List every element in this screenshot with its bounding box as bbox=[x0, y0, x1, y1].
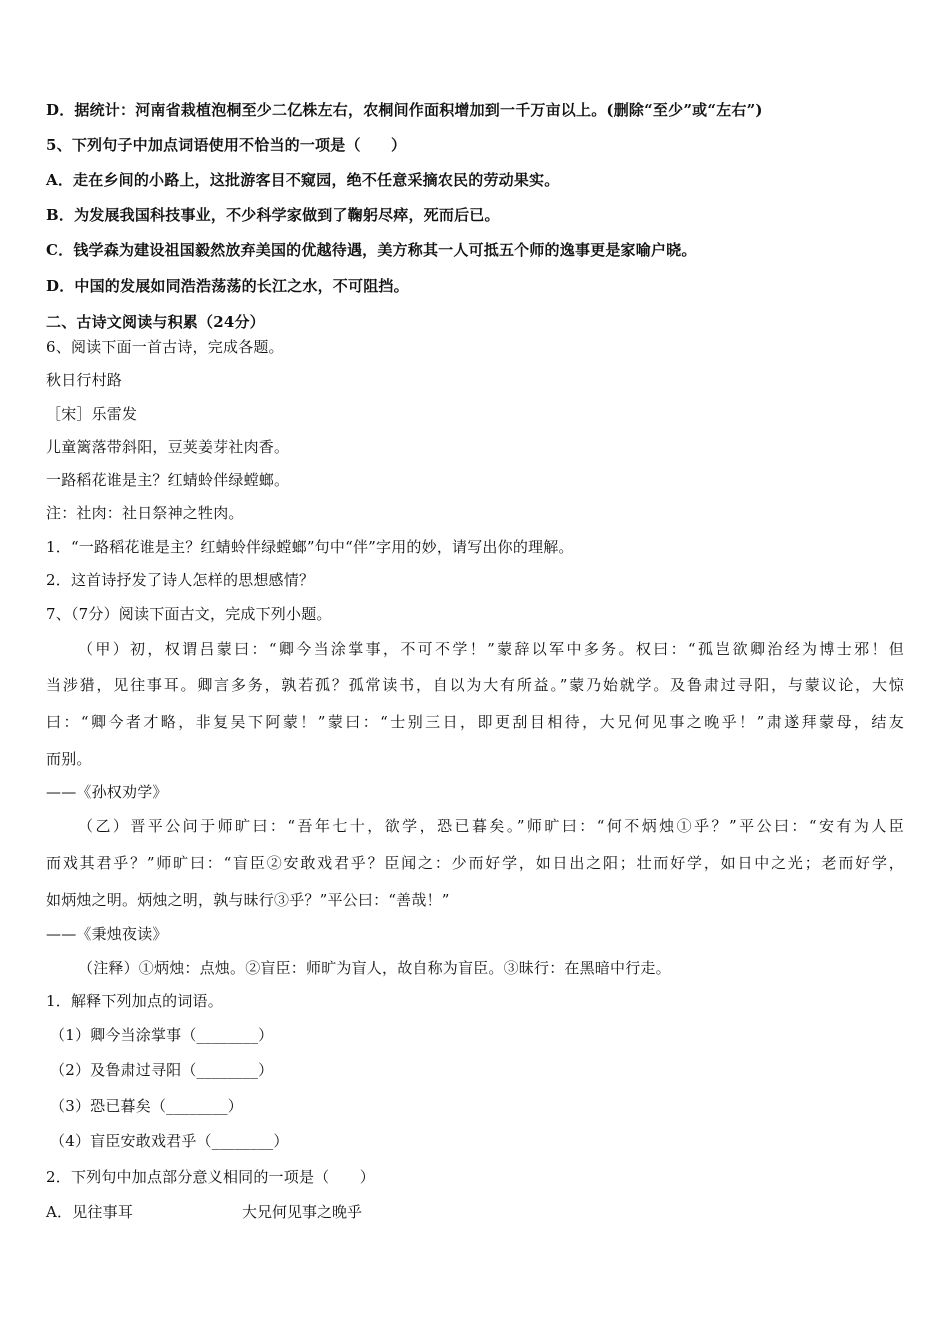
poem-line-2: 一路稻花谁是主？红蜻蛉伴绿螳螂。 bbox=[46, 471, 290, 489]
passage-b-source: ——《秉烛夜读》 bbox=[46, 925, 168, 943]
question-5-option-c: C．钱学森为建设祖国毅然放弃美国的优越待遇，美方称其一人可抵五个师的逸事更是家喻户晓。 bbox=[46, 241, 697, 259]
fill-blank-4: （4）盲臣安敢戏君乎（________） bbox=[50, 1132, 289, 1150]
poem-title: 秋日行村路 bbox=[46, 371, 123, 389]
question-7-sub-2: 2．下列句中加点部分意义相同的一项是（ ） bbox=[46, 1168, 375, 1186]
fill-blank-3: （3）恐已暮矣（________） bbox=[50, 1097, 243, 1115]
question-5-option-a: A．走在乡间的小路上，这批游客目不窥园，绝不任意采摘农民的劳动果实。 bbox=[46, 171, 560, 189]
fill-blank-1: （1）卿今当涂掌事（________） bbox=[50, 1026, 274, 1044]
question-7-sub-1: 1．解释下列加点的词语。 bbox=[46, 992, 223, 1010]
fill-blank-2: （2）及鲁肃过寻阳（________） bbox=[50, 1061, 274, 1079]
question-4-option-d: D．据统计：河南省栽植泡桐至少二亿株左右，农桐间作面积增加到一千万亩以上。(删除“至少”或“左右”) bbox=[46, 101, 763, 119]
passage-a-source: ——《孙权劝学》 bbox=[46, 783, 168, 801]
poem-note: 注：社肉：社日祭神之牲肉。 bbox=[46, 504, 244, 522]
question-6-stem: 6、阅读下面一首古诗，完成各题。 bbox=[46, 338, 284, 356]
passage-b-line-1: （乙）晋平公问于师旷曰：“吾年七十，欲学，恐已暮矣。”师旷曰：“何不炳烛①乎？”平公曰：“安有为人臣 bbox=[78, 817, 904, 835]
poem-author: ［宋］乐雷发 bbox=[46, 405, 138, 423]
passage-a-line-2: 当涉猎，见往事耳。卿言多务，孰若孤？孤常读书，自以为大有所益。”蒙乃始就学。及鲁肃过寻阳，与蒙议论，大惊 bbox=[46, 676, 904, 694]
question-7-stem: 7、（7分）阅读下面古文，完成下列小题。 bbox=[46, 605, 332, 623]
annotation-notes: （注释）①炳烛：点烛。②盲臣：师旷为盲人，故自称为盲臣。③昧行：在黑暗中行走。 bbox=[78, 959, 671, 977]
passage-a-line-4: 而别。 bbox=[46, 750, 92, 768]
question-5-stem: 5、下列句子中加点词语使用不恰当的一项是（ ） bbox=[46, 136, 407, 154]
question-7-sub-2-option-a-left: A．见往事耳 bbox=[46, 1203, 134, 1221]
poem-line-1: 儿童篱落带斜阳，豆荚姜芽社肉香。 bbox=[46, 438, 290, 456]
passage-a-line-1: （甲）初，权谓吕蒙曰：“卿今当涂掌事，不可不学！”蒙辞以军中多务。权曰：“孤岂欲卿治经为博士邪！但 bbox=[78, 640, 904, 658]
question-7-sub-2-option-a-right: 大兄何见事之晚乎 bbox=[242, 1203, 363, 1221]
passage-b-line-3: 如炳烛之明。炳烛之明，孰与昧行③乎？”平公曰：“善哉！” bbox=[46, 891, 450, 909]
question-5-option-d: D．中国的发展如同浩浩荡荡的长江之水，不可阻挡。 bbox=[46, 277, 409, 295]
passage-b-line-2: 而戏其君乎？”师旷曰：“盲臣②安敢戏君乎？臣闻之：少而好学，如日出之阳；壮而好学，如日中之光；老而好学， bbox=[46, 854, 904, 872]
question-5-option-b: B．为发展我国科技事业，不少科学家做到了鞠躬尽瘁，死而后已。 bbox=[46, 206, 500, 224]
question-6-sub-1: 1．“一路稻花谁是主？红蜻蛉伴绿螳螂”句中“伴”字用的妙，请写出你的理解。 bbox=[46, 538, 574, 556]
question-6-sub-2: 2．这首诗抒发了诗人怎样的思想感情？ bbox=[46, 571, 315, 589]
passage-a-line-3: 曰：“卿今者才略，非复吴下阿蒙！”蒙曰：“士别三日，即更刮目相待，大兄何见事之晚乎！”肃遂拜蒙母，结友 bbox=[46, 713, 904, 731]
section-2-heading: 二、古诗文阅读与积累（24分） bbox=[46, 313, 265, 331]
